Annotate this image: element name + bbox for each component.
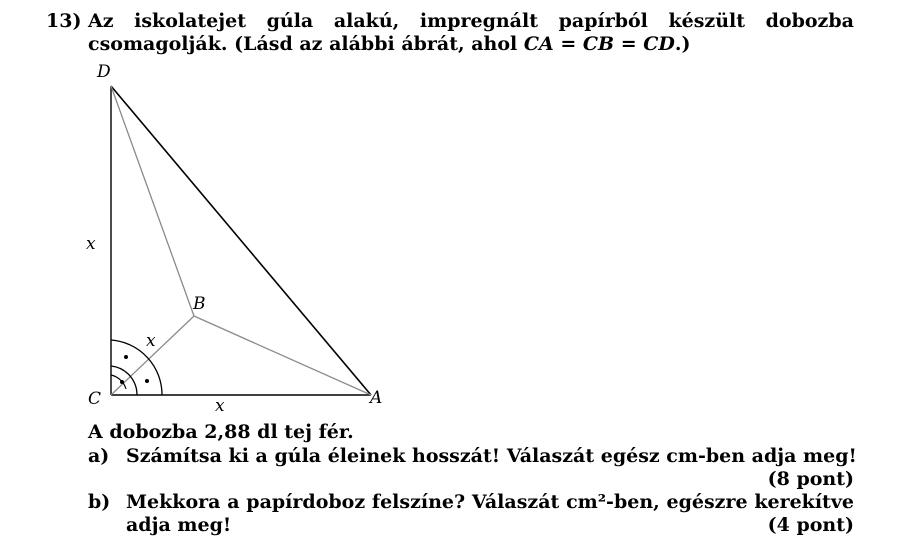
question-b-letter: b) xyxy=(88,491,111,513)
edge-label-x-middle: x xyxy=(146,331,156,351)
angle-dot-2 xyxy=(145,379,149,383)
edge-BA xyxy=(194,316,371,395)
intro-word: impregnált xyxy=(419,10,538,32)
question-b-points: (4 pont) xyxy=(767,514,854,536)
question-a-points: (8 pont) xyxy=(767,468,854,490)
question-b-line-2: adja meg! xyxy=(126,514,232,536)
question-b-word: Válaszát xyxy=(471,491,560,513)
intro-word: dobozba xyxy=(765,10,854,32)
volume-statement: A dobozba 2,88 dl tej fér. xyxy=(88,421,354,443)
problem-number: 13) xyxy=(46,10,82,32)
vertex-label-C: C xyxy=(88,389,102,409)
edge-label-x-left: x xyxy=(86,234,96,254)
question-b-word: papírdoboz xyxy=(246,491,366,513)
question-b-line-1 xyxy=(126,491,854,513)
question-b-word: Mekkora xyxy=(126,491,221,513)
question-b-word: felszíne? xyxy=(371,491,466,513)
angle-dot-3 xyxy=(120,380,124,384)
intro-text: csomagolják. (Lásd az alábbi ábrát, ahol xyxy=(88,33,524,55)
question-a-text: Számítsa ki a gúla éleinek hosszát! Válaszát egész cm-ben adja meg! xyxy=(126,445,857,467)
question-b-word: kerekítve xyxy=(754,491,854,513)
vertex-label-D: D xyxy=(97,62,111,82)
intro-word: gúla xyxy=(266,10,314,32)
question-b-word: a xyxy=(227,491,240,513)
intro-text-end: .) xyxy=(674,33,691,55)
edge-DB xyxy=(111,86,194,316)
intro-word: készült xyxy=(668,10,746,32)
intro-word: iskolatejet xyxy=(134,10,247,32)
vertex-label-B: B xyxy=(193,294,206,314)
vertex-label-A: A xyxy=(370,388,383,408)
edge-label-x-bottom: x xyxy=(215,396,225,416)
intro-word: alakú, xyxy=(333,10,400,32)
question-b-word: egészre xyxy=(666,491,748,513)
angle-dot-1 xyxy=(124,355,128,359)
intro-word: Az xyxy=(88,10,114,32)
question-a-letter: a) xyxy=(88,445,110,467)
intro-word: papírból xyxy=(558,10,648,32)
question-b-word: cm²-ben, xyxy=(566,491,660,513)
intro-equation: CA = CB = CD xyxy=(523,33,675,55)
